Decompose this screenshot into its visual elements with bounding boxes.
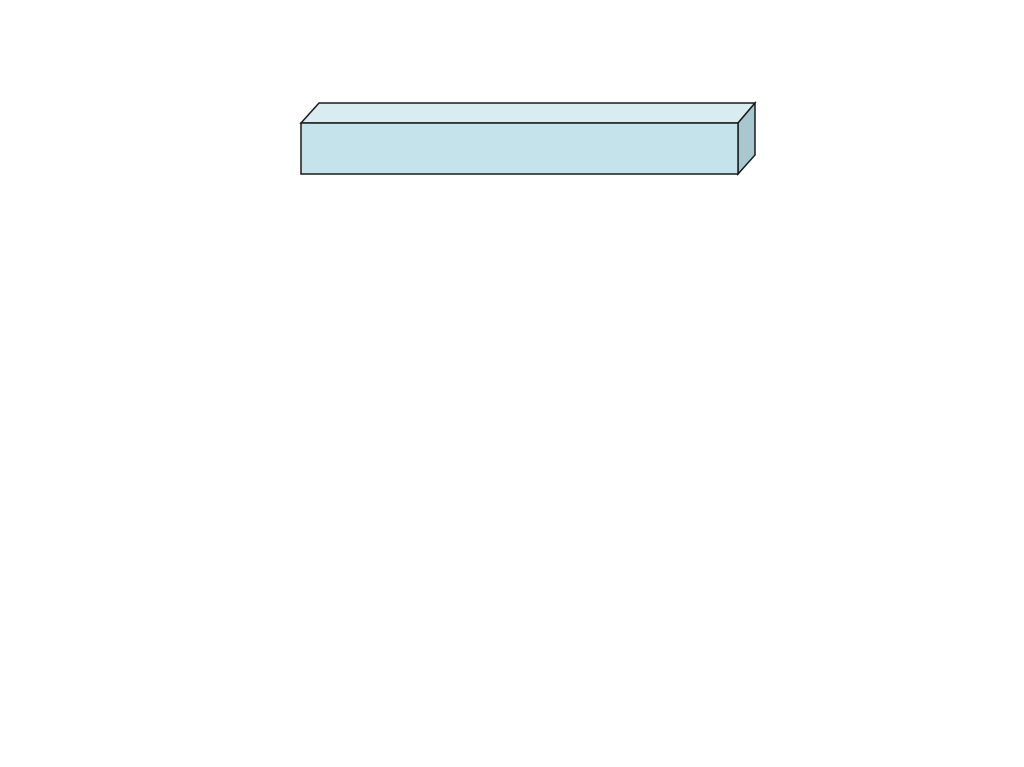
bar-top-face <box>301 103 755 123</box>
slide-body <box>37 204 995 216</box>
bar-front-face <box>301 123 738 174</box>
number-line-bar <box>0 0 1024 200</box>
